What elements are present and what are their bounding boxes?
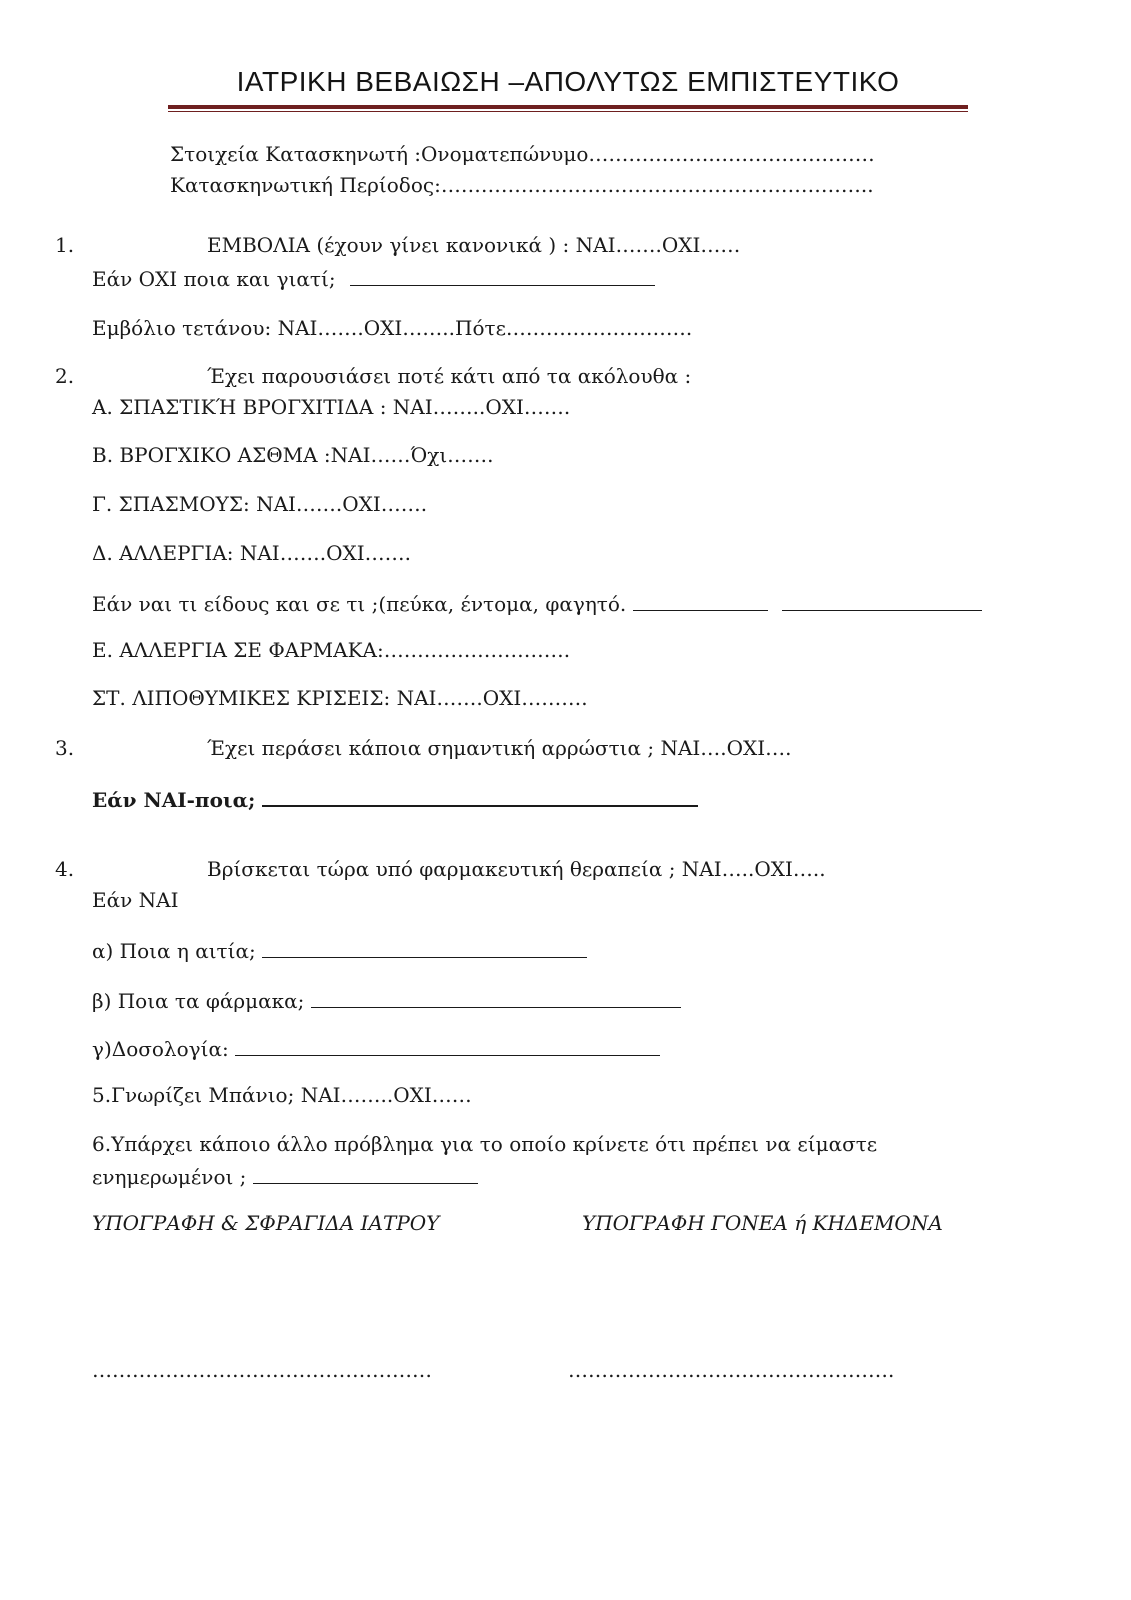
q2-b-asthma: Β. ΒΡΟΓΧΙΚΟ ΑΣΘΜΑ :ΝΑΙ……Όχι……. <box>92 443 494 467</box>
q2-d-kind-answer-line-2[interactable] <box>782 590 982 611</box>
q2-st-fainting: ΣΤ. ΛΙΠΟΘΥΜΙΚΕΣ ΚΡΙΣΕΙΣ: ΝΑΙ…….ΟΧΙ………. <box>92 686 588 710</box>
q2-d-kind-answer-line-1[interactable] <box>633 590 768 611</box>
q4-c-answer-line[interactable] <box>235 1035 660 1056</box>
parent-signature-dots[interactable]: …………………………………………. <box>568 1358 895 1382</box>
q2-d-allergy: Δ. ΑΛΛΕΡΓΙΑ: ΝΑΙ…….ΟΧΙ……. <box>92 541 411 565</box>
title-rule-thin <box>168 111 968 112</box>
q1-if-no-answer-line[interactable] <box>350 265 655 286</box>
q2-c-spasms: Γ. ΣΠΑΣΜΟΥΣ: ΝΑΙ…….ΟΧΙ……. <box>92 492 428 516</box>
doctor-signature-dots[interactable]: …………………………………………… <box>92 1358 432 1382</box>
q3-if-yes-answer-line[interactable] <box>262 785 698 807</box>
q1-if-no-label: Εάν ΟΧΙ ποια και γιατί; <box>92 267 336 291</box>
q4-b-label: β) Ποια τα φάρμακα; <box>92 989 305 1013</box>
q3-if-yes-row <box>92 785 698 812</box>
q2-e-drug-allergy: Ε. ΑΛΛΕΡΓΙΑ ΣΕ ΦΑΡΜΑΚΑ:………………………. <box>92 638 571 662</box>
q1-if-no-row <box>92 265 655 291</box>
q3-number: 3. <box>55 736 75 760</box>
title-rule-thick <box>168 105 968 109</box>
q2-a-bronchitis: Α. ΣΠΑΣΤΙΚΉ ΒΡΟΓΧΙΤΙΔΑ : ΝΑΙ……..ΟΧΙ……. <box>92 395 571 419</box>
q4-medication-question: Βρίσκεται τώρα υπό φαρμακευτική θεραπεία ; ΝΑΙ…..ΟΧΙ….. <box>207 857 826 881</box>
q1-number: 1. <box>55 233 75 257</box>
q3-illness-question: Έχει περάσει κάποια σημαντική αρρώστια ; ΝΑΙ….ΟΧΙ…. <box>207 736 792 760</box>
q4-c-label: γ)Δοσολογία: <box>92 1037 229 1061</box>
q3-if-yes-label: Εάν ΝΑΙ-ποια; <box>92 788 256 812</box>
q4-a-answer-line[interactable] <box>262 937 587 958</box>
q6-answer-line[interactable] <box>253 1163 478 1184</box>
q4-c-row <box>92 1035 660 1061</box>
doctor-signature-label: ΥΠΟΓΡΑΦΗ & ΣΦΡΑΓΙΔΑ ΙΑΤΡΟΥ <box>92 1211 440 1235</box>
q1-vaccines-question: ΕΜΒΟΛΙΑ (έχουν γίνει κανονικά ) : ΝΑΙ…….ΟΧΙ…… <box>207 233 741 257</box>
q2-d-kind-row <box>92 590 982 616</box>
q6-line-2-row <box>92 1163 478 1189</box>
q4-b-answer-line[interactable] <box>311 987 681 1008</box>
q2-question: Έχει παρουσιάσει ποτέ κάτι από τα ακόλουθα : <box>207 364 692 388</box>
q4-a-row <box>92 937 587 963</box>
q2-d-kind-label: Εάν ναι τι είδους και σε τι ;(πεύκα, έντομα, φαγητό. <box>92 592 627 616</box>
camper-period-line: Κατασκηνωτική Περίοδος:……………………………………………………….. <box>170 173 874 197</box>
q4-number: 4. <box>55 857 75 881</box>
q1-tetanus-line: Εμβόλιο τετάνου: ΝΑΙ…….ΟΧΙ……..Πότε………………………. <box>92 316 693 340</box>
q6-line-1: 6.Υπάρχει κάποιο άλλο πρόβλημα για το οποίο κρίνετε ότι πρέπει να είμαστε <box>92 1132 878 1156</box>
q4-if-yes-label: Εάν ΝΑΙ <box>92 888 179 912</box>
q5-swimming: 5.Γνωρίζει Μπάνιο; ΝΑΙ……..ΟΧΙ…… <box>92 1083 472 1107</box>
q6-line-2-label: ενημερωμένοι ; <box>92 1165 247 1189</box>
q4-a-label: α) Ποια η αιτία; <box>92 939 256 963</box>
document-title: ΙΑΤΡΙΚΗ ΒΕΒΑΙΩΣΗ –ΑΠΟΛΥΤΩΣ ΕΜΠΙΣΤΕΥΤΙΚΟ <box>236 66 900 97</box>
parent-signature-label: ΥΠΟΓΡΑΦΗ ΓΟΝΕΑ ή ΚΗΔΕΜΟΝΑ <box>582 1211 943 1235</box>
q2-number: 2. <box>55 364 75 388</box>
camper-name-line: Στοιχεία Κατασκηνωτή :Ονοματεπώνυμο……………….…………………… <box>170 142 875 166</box>
q4-b-row <box>92 987 681 1013</box>
